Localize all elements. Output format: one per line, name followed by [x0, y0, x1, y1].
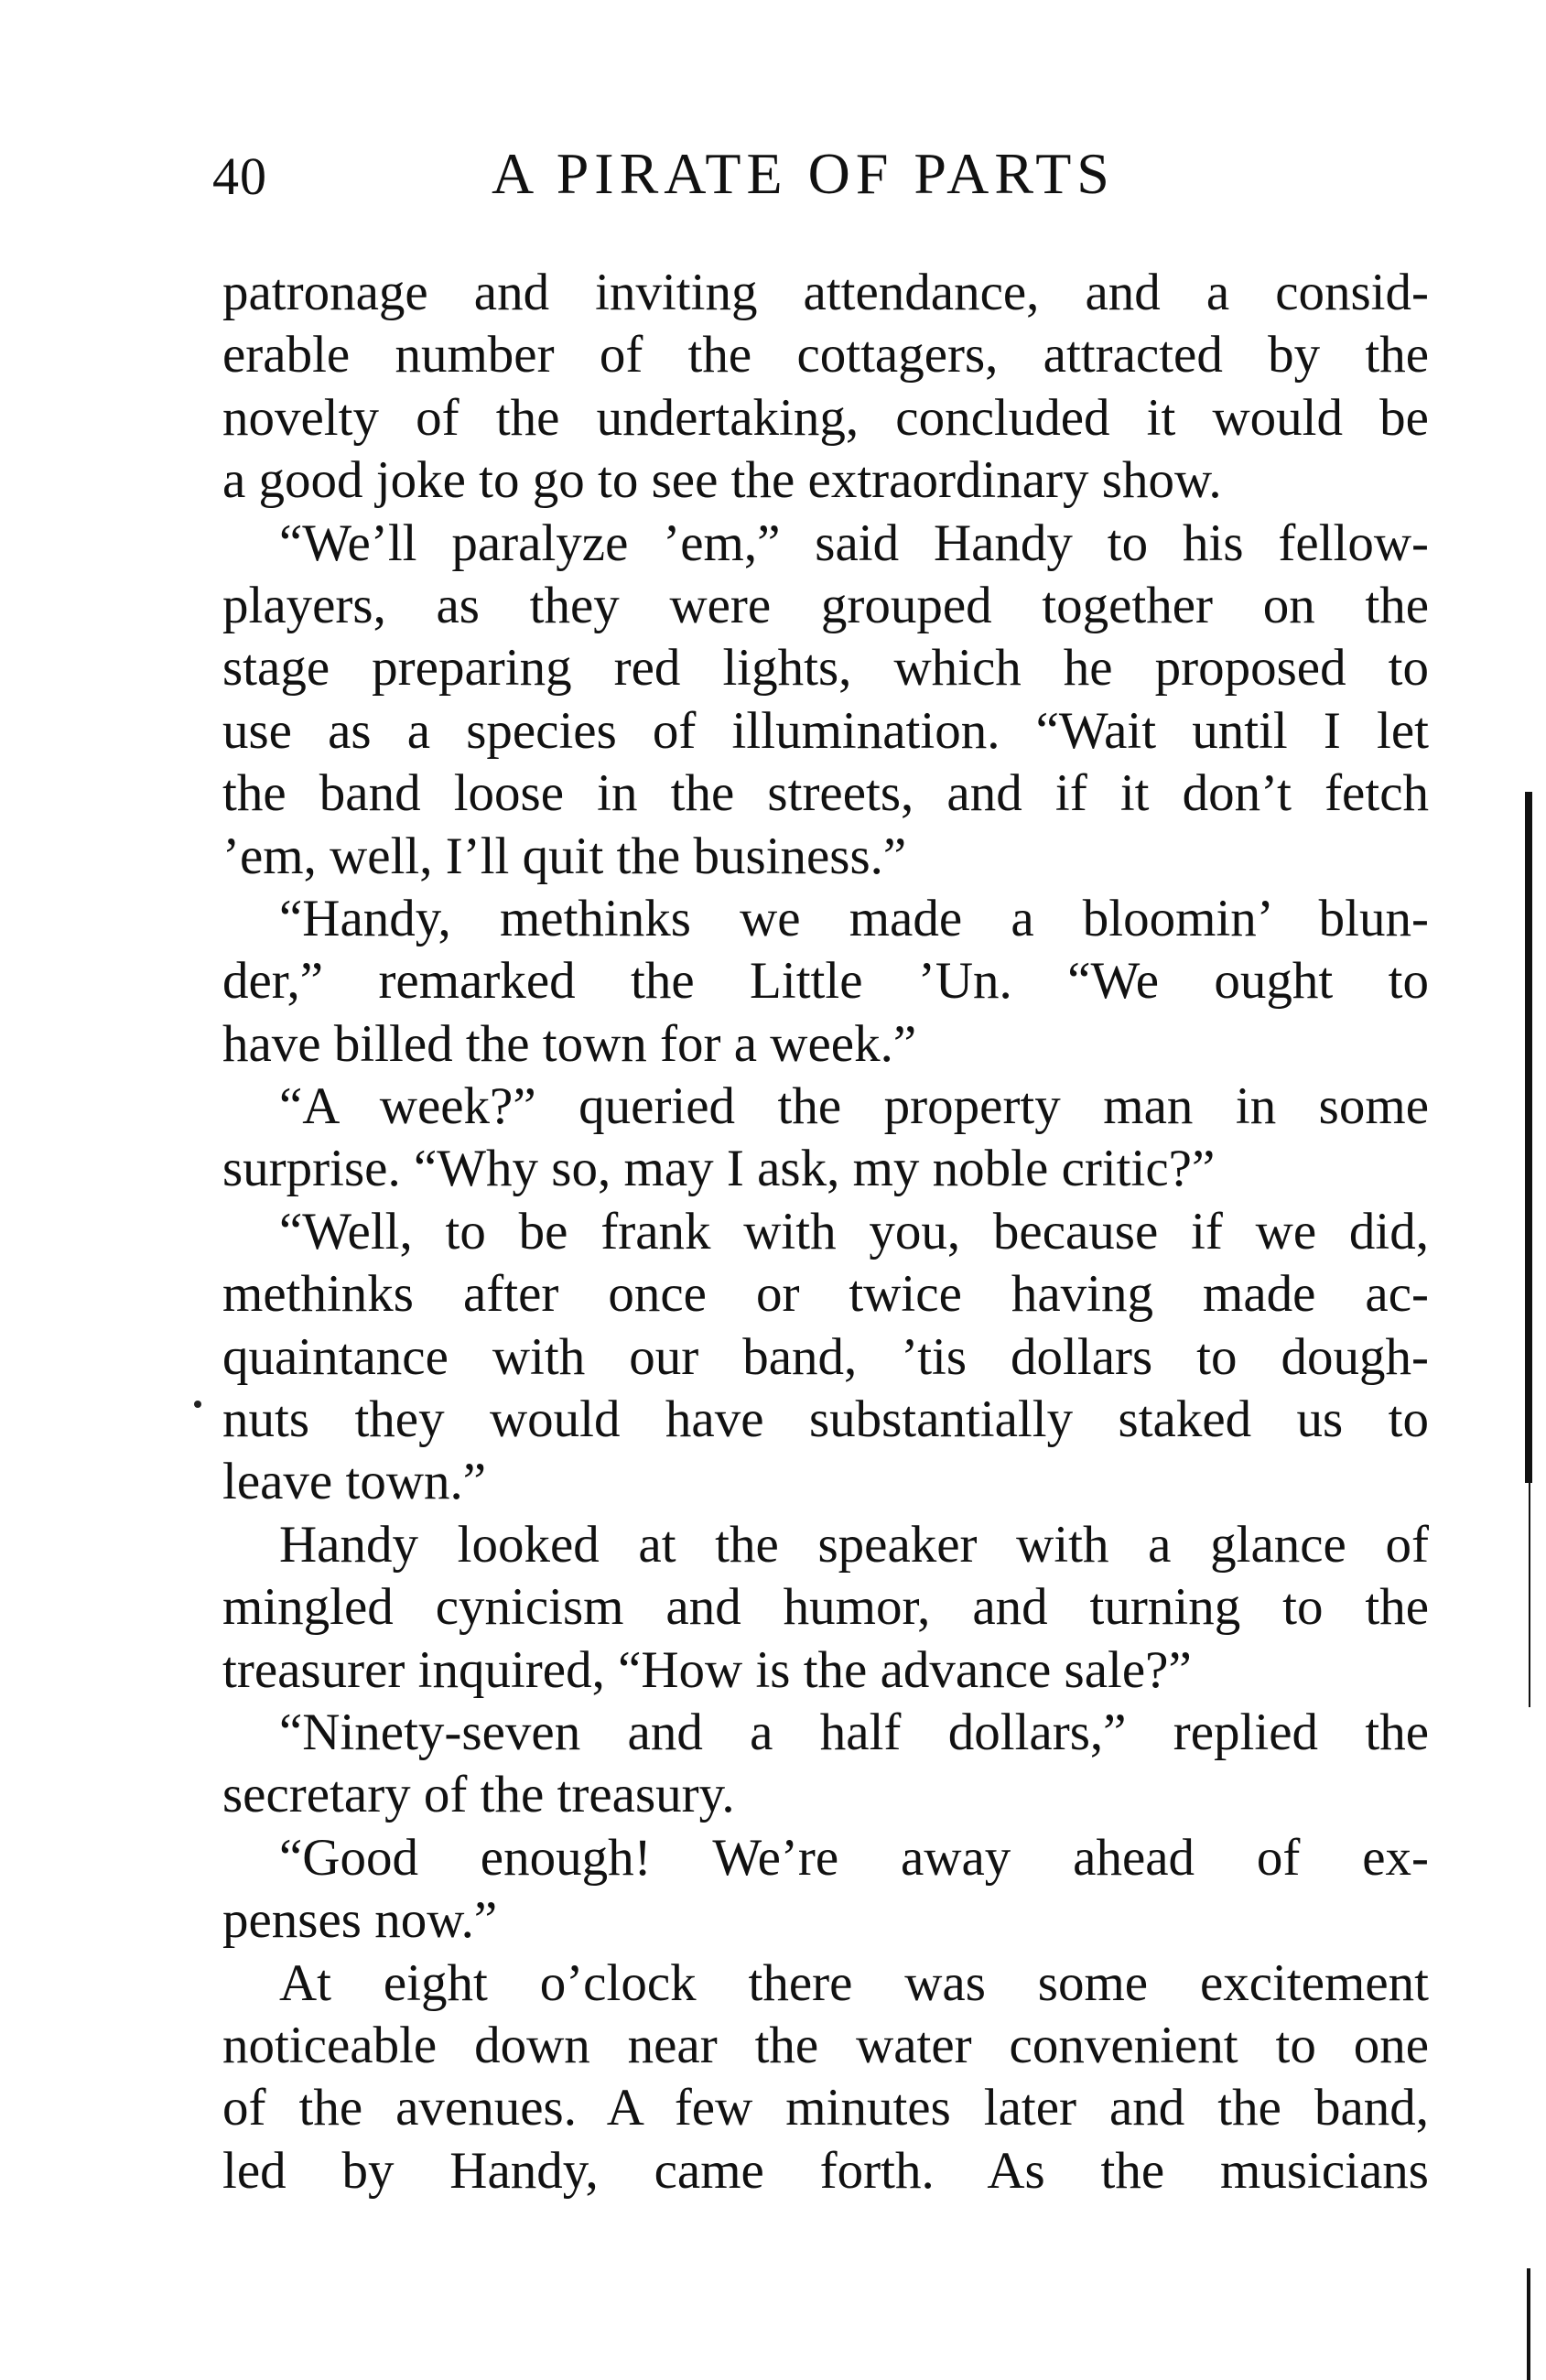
text-line: methinks after once or twice having made ac- [222, 1265, 1429, 1324]
text-line: “Well, to be frank with you, because if we did, [279, 1202, 1429, 1260]
text-line: use as a species of illumination. “Wait until I let [222, 701, 1429, 760]
text-line: der,” remarked the Little ’Un. “We ought to [222, 952, 1429, 1011]
text-line: Handy looked at the speaker with a glance of [279, 1515, 1429, 1574]
text-line: At eight o’clock there was some excitement [279, 1953, 1429, 2012]
body-text [222, 262, 1429, 2202]
text-line: nuts they would have substantially staked us to [222, 1390, 1429, 1449]
text-line: erable number of the cottagers, attracted by the [222, 326, 1429, 384]
text-line: “We’ll paralyze ’em,” said Handy to his fellow- [279, 514, 1429, 572]
text-line: secretary of the treasury. [222, 1766, 735, 1824]
text-line: mingled cynicism and humor, and turning to the [222, 1578, 1429, 1637]
text-line: noticeable down near the water convenient to one [222, 2016, 1429, 2074]
scan-edge-mark-thin [1529, 1483, 1530, 1707]
text-line: novelty of the undertaking, concluded it would be [222, 388, 1429, 447]
text-line: leave town.” [222, 1453, 487, 1511]
text-line: have billed the town for a week.” [222, 1014, 917, 1073]
stray-scan-dot [194, 1401, 201, 1408]
text-line: ’em, well, I’ll quit the business.” [222, 827, 907, 885]
scan-edge-mark-upper [1525, 792, 1532, 1483]
running-title: A PIRATE OF PARTS [492, 141, 1115, 206]
text-line: treasurer inquired, “How is the advance sale?” [222, 1640, 1192, 1699]
text-line: “Ninety-seven and a half dollars,” replied the [279, 1703, 1429, 1761]
scan-edge-mark-lower [1527, 2268, 1530, 2380]
text-line: stage preparing red lights, which he proposed to [222, 639, 1429, 698]
text-line: players, as they were grouped together on the [222, 576, 1429, 634]
text-line: surprise. “Why so, may I ask, my noble critic?” [222, 1140, 1216, 1198]
page-number: 40 [212, 146, 267, 206]
text-line: of the avenues. A few minutes later and the band, [222, 2079, 1429, 2137]
text-line: the band loose in the streets, and if it don’t fetch [222, 764, 1429, 823]
text-line: led by Handy, came forth. As the musicians [222, 2141, 1429, 2200]
text-line: patronage and inviting attendance, and a consid- [222, 264, 1429, 321]
page-header [212, 137, 1443, 220]
text-line: “Good enough! We’re away ahead of ex- [279, 1828, 1429, 1887]
text-line: “A week?” queried the property man in some [279, 1077, 1429, 1136]
text-line: a good joke to go to see the extraordinary show. [222, 451, 1222, 510]
text-line: “Handy, methinks we made a bloomin’ blun- [279, 889, 1429, 947]
text-line: quaintance with our band, ’tis dollars to dough- [222, 1327, 1429, 1386]
text-line: penses now.” [222, 1891, 498, 1950]
